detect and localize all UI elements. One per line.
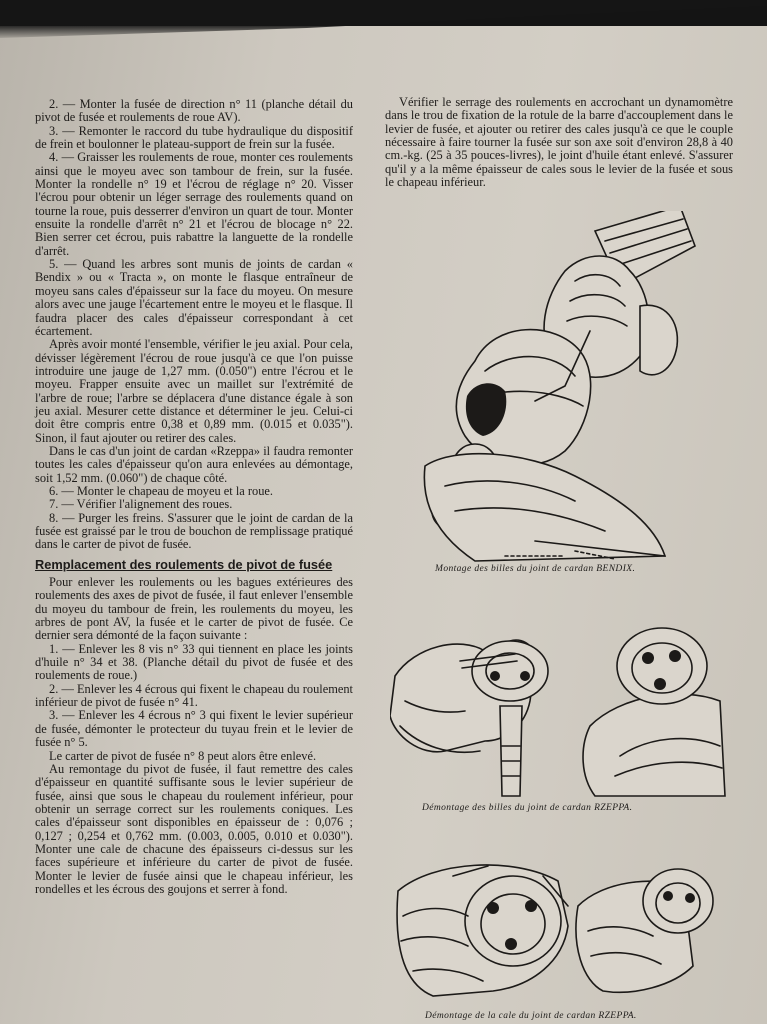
reassembly-paragraph: Au remontage du pivot de fusée, il faut remettre des cales d'épaisseur en quantité suffisante sous le levier supérieur de fusée, ainsi que sous le chapeau du roulement inférieur, pour obtenir un serrage correct sur les roulements coniques. Les cales d'épaisseur sont disponibles en épaisseur de : 0,076 ; 0,127 ; 0,254 et 0,762 mm. (0.003, 0.005, 0.010 et 0.030"). Monter une cale de chacune des épaisseurs ci-dessus sur les faces supérieure et inférieure du carter de pivot de fusée. Monter le levier de fusée ainsi que le chapeau inférieur, les rondelles et les écrous des goujons et serrer à fond. bbox=[35, 761, 353, 896]
torque-check-paragraph: Vérifier le serrage des roulements en accrochant un dynamomètre dans le trou de fixation de la rotule de la barre d'accouplement dans le levier de fusée, et ajouter ou retirer des cales jusqu'à ce que le couple nécessaire à faire tourner la fusée sur son axe soit d'environ 28,8 à 40 cm.-kg. (25 à 35 pouces-livres), le joint d'huile étant enlevé. S'assurer qu'il y a la même épaisseur de cales sous le levier de la fusée et sous le chapeau inférieur. bbox=[385, 95, 733, 190]
removal-step-1-paragraph: 1. — Enlever les 8 vis n° 33 qui tiennent en place les joints d'huile n° 34 et 38. (Planche détail du pivot de fusée et des roulements de roue.) bbox=[35, 641, 353, 683]
rzeppa-shim-illustration bbox=[393, 846, 728, 1011]
right-column bbox=[385, 96, 733, 189]
step-8-paragraph: 8. — Purger les freins. S'assurer que le joint de cardan de la fusée est graissé par le trou de bouchon de remplissage pratiqué dans le carter de pivot de fusée. bbox=[35, 510, 353, 552]
removal-intro-paragraph: Pour enlever les roulements ou les bagues extérieures des roulements des axes de pivot de fusée, il faut enlever l'ensemble du moyeu du tambour de frein, les roulements du moyeu, les arbres de pont AV, la fusée et le carter de pivot de fusée. Ce dernier sera démonté de la façon suivante : bbox=[35, 575, 353, 643]
document-page bbox=[0, 26, 767, 1024]
rzeppa-shims-paragraph: Dans le cas d'un joint de cardan «Rzeppa» il faudra remonter toutes les cales d'épaisseur qu'on aura enlevées au démontage, soit 1,52 mm. (0.060") de chaque côté. bbox=[35, 443, 353, 485]
step-7-paragraph: 7. — Vérifier l'alignement des roues. bbox=[49, 497, 233, 512]
step-4-paragraph: 4. — Graisser les roulements de roue, monter ces roulements ainsi que le moyeu avec son tambour de frein, sur la fusée. Monter la rondelle n° 19 et l'écrou de réglage n° 20. Visser l'écrou pour obtenir un léger serrage des roulements quand on tourne la roue, puis desserrer d'environ un quart de tour. Monter ensuite la rondelle d'arrêt n° 21 et l'écrou de blocage n° 22. Bien serrer cet écrou, puis rabattre la languette de la rondelle d'arrêt. bbox=[35, 150, 353, 258]
rzeppa-balls-caption: Démontage des billes du joint de cardan RZEPPA. bbox=[422, 803, 633, 813]
bendix-caption: Montage des billes du joint de cardan BENDIX. bbox=[435, 564, 636, 574]
left-column bbox=[35, 98, 353, 896]
step-2-paragraph: 2. — Monter la fusée de direction n° 11 (planche détail du pivot de fusée et roulements de roue AV). bbox=[35, 97, 353, 125]
rzeppa-shim-caption: Démontage de la cale du joint de cardan RZEPPA. bbox=[425, 1011, 637, 1021]
section-heading: Remplacement des roulements de pivot de fusée bbox=[35, 556, 333, 572]
step-3-paragraph: 3. — Remonter le raccord du tube hydraulique du dispositif de frein et boulonner le plateau-support de frein sur la fusée. bbox=[35, 123, 353, 152]
removal-step-3-paragraph: 3. — Enlever les 4 écrous n° 3 qui fixent le levier supérieur de fusée, démonter le protecteur du tuyau frein et le levier de fusée n° 5. bbox=[35, 708, 353, 750]
rzeppa-balls-illustration bbox=[390, 606, 730, 801]
step-5-paragraph: 5. — Quand les arbres sont munis de joints de cardan « Bendix » ou « Tracta », on monte le flasque entraîneur de moyeu sans cales d'épaisseur sur la face du moyeu. On mesure alors avec une jauge l'écartement entre le moyeu et le flasque. Il faudra placer des cales d'épaisseur correspondant à cet écartement. bbox=[35, 257, 353, 338]
step-6-paragraph: 6. — Monter le chapeau de moyeu et la roue. bbox=[49, 483, 273, 498]
removal-step-2-paragraph: 2. — Enlever les 4 écrous qui fixent le chapeau du roulement inférieur de pivot de fusée n° 41. bbox=[35, 681, 353, 710]
carter-removal-paragraph: Le carter de pivot de fusée n° 8 peut alors être enlevé. bbox=[49, 748, 317, 763]
bendix-illustration bbox=[415, 211, 705, 566]
axial-play-paragraph: Après avoir monté l'ensemble, vérifier le jeu axial. Pour cela, dévisser légèrement l'écrou de roue jusqu'à ce que l'on puisse introduire une jauge de 1,27 mm. (0.050") entre l'écrou et le moyeu. Frapper ensuite avec un maillet sur l'extrémité de l'arbre de roue; l'arbre se déplacera d'une distance égale à son jeu axial. Mesurer cette distance et déterminer le jeu. Celui-ci doit être compris entre 0,38 et 0,89 mm. (0.015 et 0.035"). Sinon, il faut ajouter ou retirer des cales. bbox=[35, 337, 353, 445]
